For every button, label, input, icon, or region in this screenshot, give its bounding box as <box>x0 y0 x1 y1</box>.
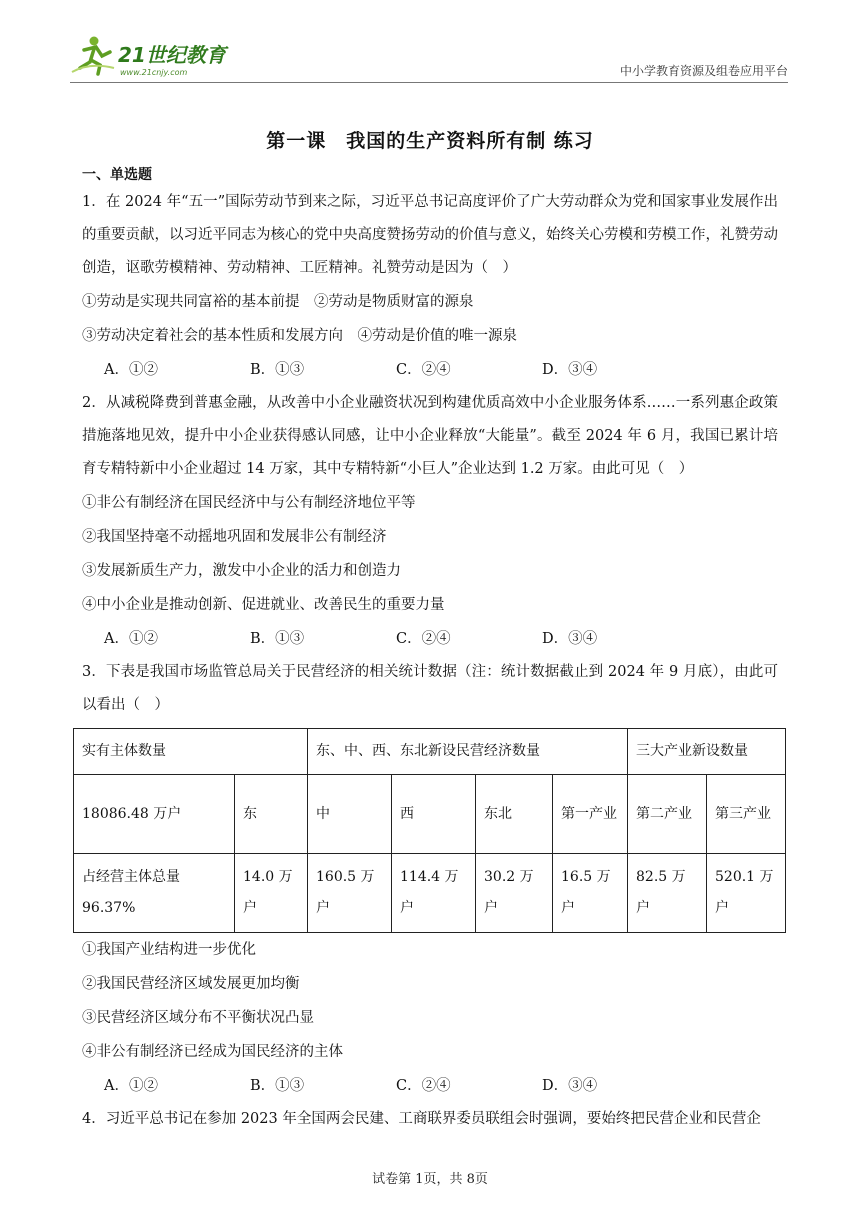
header-divider <box>70 82 788 83</box>
choice-c[interactable]: C．②④ <box>396 362 451 378</box>
table-cell: 114.4 万户 <box>392 854 476 933</box>
table-cell: 东 <box>235 775 308 854</box>
table-cell: 占经营主体总量 96.37% <box>74 854 235 933</box>
table-cell: 82.5 万户 <box>628 854 707 933</box>
question-option: ②我国坚持毫不动摇地巩固和发展非公有制经济 <box>82 529 387 545</box>
question-option: ③民营经济区域分布不平衡状况凸显 <box>82 1010 314 1026</box>
question-option: ②我国民营经济区域发展更加均衡 <box>82 976 300 992</box>
logo-icon <box>70 32 240 78</box>
question-option: ①我国产业结构进一步优化 <box>82 942 256 958</box>
table-cell: 160.5 万户 <box>308 854 392 933</box>
table-cell: 520.1 万户 <box>707 854 786 933</box>
page-header <box>70 28 788 84</box>
choice-b[interactable]: B．①③ <box>250 631 305 647</box>
question-option: ①劳动是实现共同富裕的基本前提 ②劳动是物质财富的源泉 <box>82 294 474 310</box>
answer-choices <box>104 353 778 387</box>
question-stem: 4．习近平总书记在参加 2023 年全国两会民建、工商联界委员联组会时强调，要始终把民营企业和民营企 <box>82 1111 761 1127</box>
table-cell: 第二产业 <box>628 775 707 854</box>
question-option: ①非公有制经济在国民经济中与公有制经济地位平等 <box>82 495 416 511</box>
section-heading: 一、单选题 <box>82 167 152 183</box>
table-row <box>74 775 786 854</box>
question-option: ④中小企业是推动创新、促进就业、改善民生的重要力量 <box>82 597 445 613</box>
table-cell: 18086.48 万户 <box>74 775 235 854</box>
statistics-table <box>73 728 786 933</box>
svg-text:www.21cnjy.com: www.21cnjy.com <box>120 68 188 77</box>
table-cell: 16.5 万户 <box>553 854 628 933</box>
page-footer: 试卷第 1页，共 8页 <box>372 1172 488 1187</box>
table-cell: 14.0 万户 <box>235 854 308 933</box>
question-stem: 3．下表是我国市场监管总局关于民营经济的相关统计数据（注：统计数据截止到 2024 年 9 月底），由此可以看出（ ） <box>82 664 778 713</box>
choice-d[interactable]: D．③④ <box>542 1078 598 1094</box>
choice-b[interactable]: B．①③ <box>250 1078 305 1094</box>
question-list <box>82 186 778 1136</box>
platform-name: 中小学教育资源及组卷应用平台 <box>619 64 788 78</box>
choice-d[interactable]: D．③④ <box>542 631 598 647</box>
choice-c[interactable]: C．②④ <box>396 631 451 647</box>
table-cell: 第一产业 <box>553 775 628 854</box>
table-cell: 东北 <box>476 775 553 854</box>
table-cell: 三大产业新设数量 <box>628 729 786 775</box>
answer-choices <box>104 622 778 656</box>
question-option: ③劳动决定着社会的基本性质和发展方向 ④劳动是价值的唯一源泉 <box>82 328 517 344</box>
question-stem: 1．在 2024 年“五一”国际劳动节到来之际，习近平总书记高度评价了广大劳动群众为党和国家事业发展作出的重要贡献，以习近平同志为核心的党中央高度赞扬劳动的价值与意义，始终关心劳模和劳模工作，礼赞劳动创造，讴歌劳模精神、劳动精神、工匠精神。礼赞劳动是因为（ ） <box>82 194 778 276</box>
choice-c[interactable]: C．②④ <box>396 1078 451 1094</box>
table-cell: 第三产业 <box>707 775 786 854</box>
question-stem: 2．从减税降费到普惠金融，从改善中小企业融资状况到构建优质高效中小企业服务体系……一系列惠企政策措施落地见效，提升中小企业获得感认同感，让中小企业释放“大能量”。截至 2024 年 6 月，我国已累计培育专精特新中小企业超过 14 万家，其中专精特新“小巨人”企业达到 1.2 万家。由此可见（ ） <box>82 395 778 477</box>
table-cell: 西 <box>392 775 476 854</box>
choice-a[interactable]: A．①② <box>104 631 158 647</box>
question-option: ④非公有制经济已经成为国民经济的主体 <box>82 1044 343 1060</box>
table-cell: 实有主体数量 <box>74 729 308 775</box>
table-header-row <box>74 729 786 775</box>
table-cell: 30.2 万户 <box>476 854 553 933</box>
choice-b[interactable]: B．①③ <box>250 362 305 378</box>
answer-choices <box>104 1069 778 1103</box>
choice-d[interactable]: D．③④ <box>542 362 598 378</box>
page-title: 第一课 我国的生产资料所有制 练习 <box>266 130 594 152</box>
choice-a[interactable]: A．①② <box>104 1078 158 1094</box>
choice-a[interactable]: A．①② <box>104 362 158 378</box>
svg-text:21世纪教育: 21世纪教育 <box>118 43 226 67</box>
table-cell: 东、中、西、东北新设民营经济数量 <box>308 729 628 775</box>
table-row <box>74 854 786 933</box>
table-cell: 中 <box>308 775 392 854</box>
question-option: ③发展新质生产力，激发中小企业的活力和创造力 <box>82 563 401 579</box>
